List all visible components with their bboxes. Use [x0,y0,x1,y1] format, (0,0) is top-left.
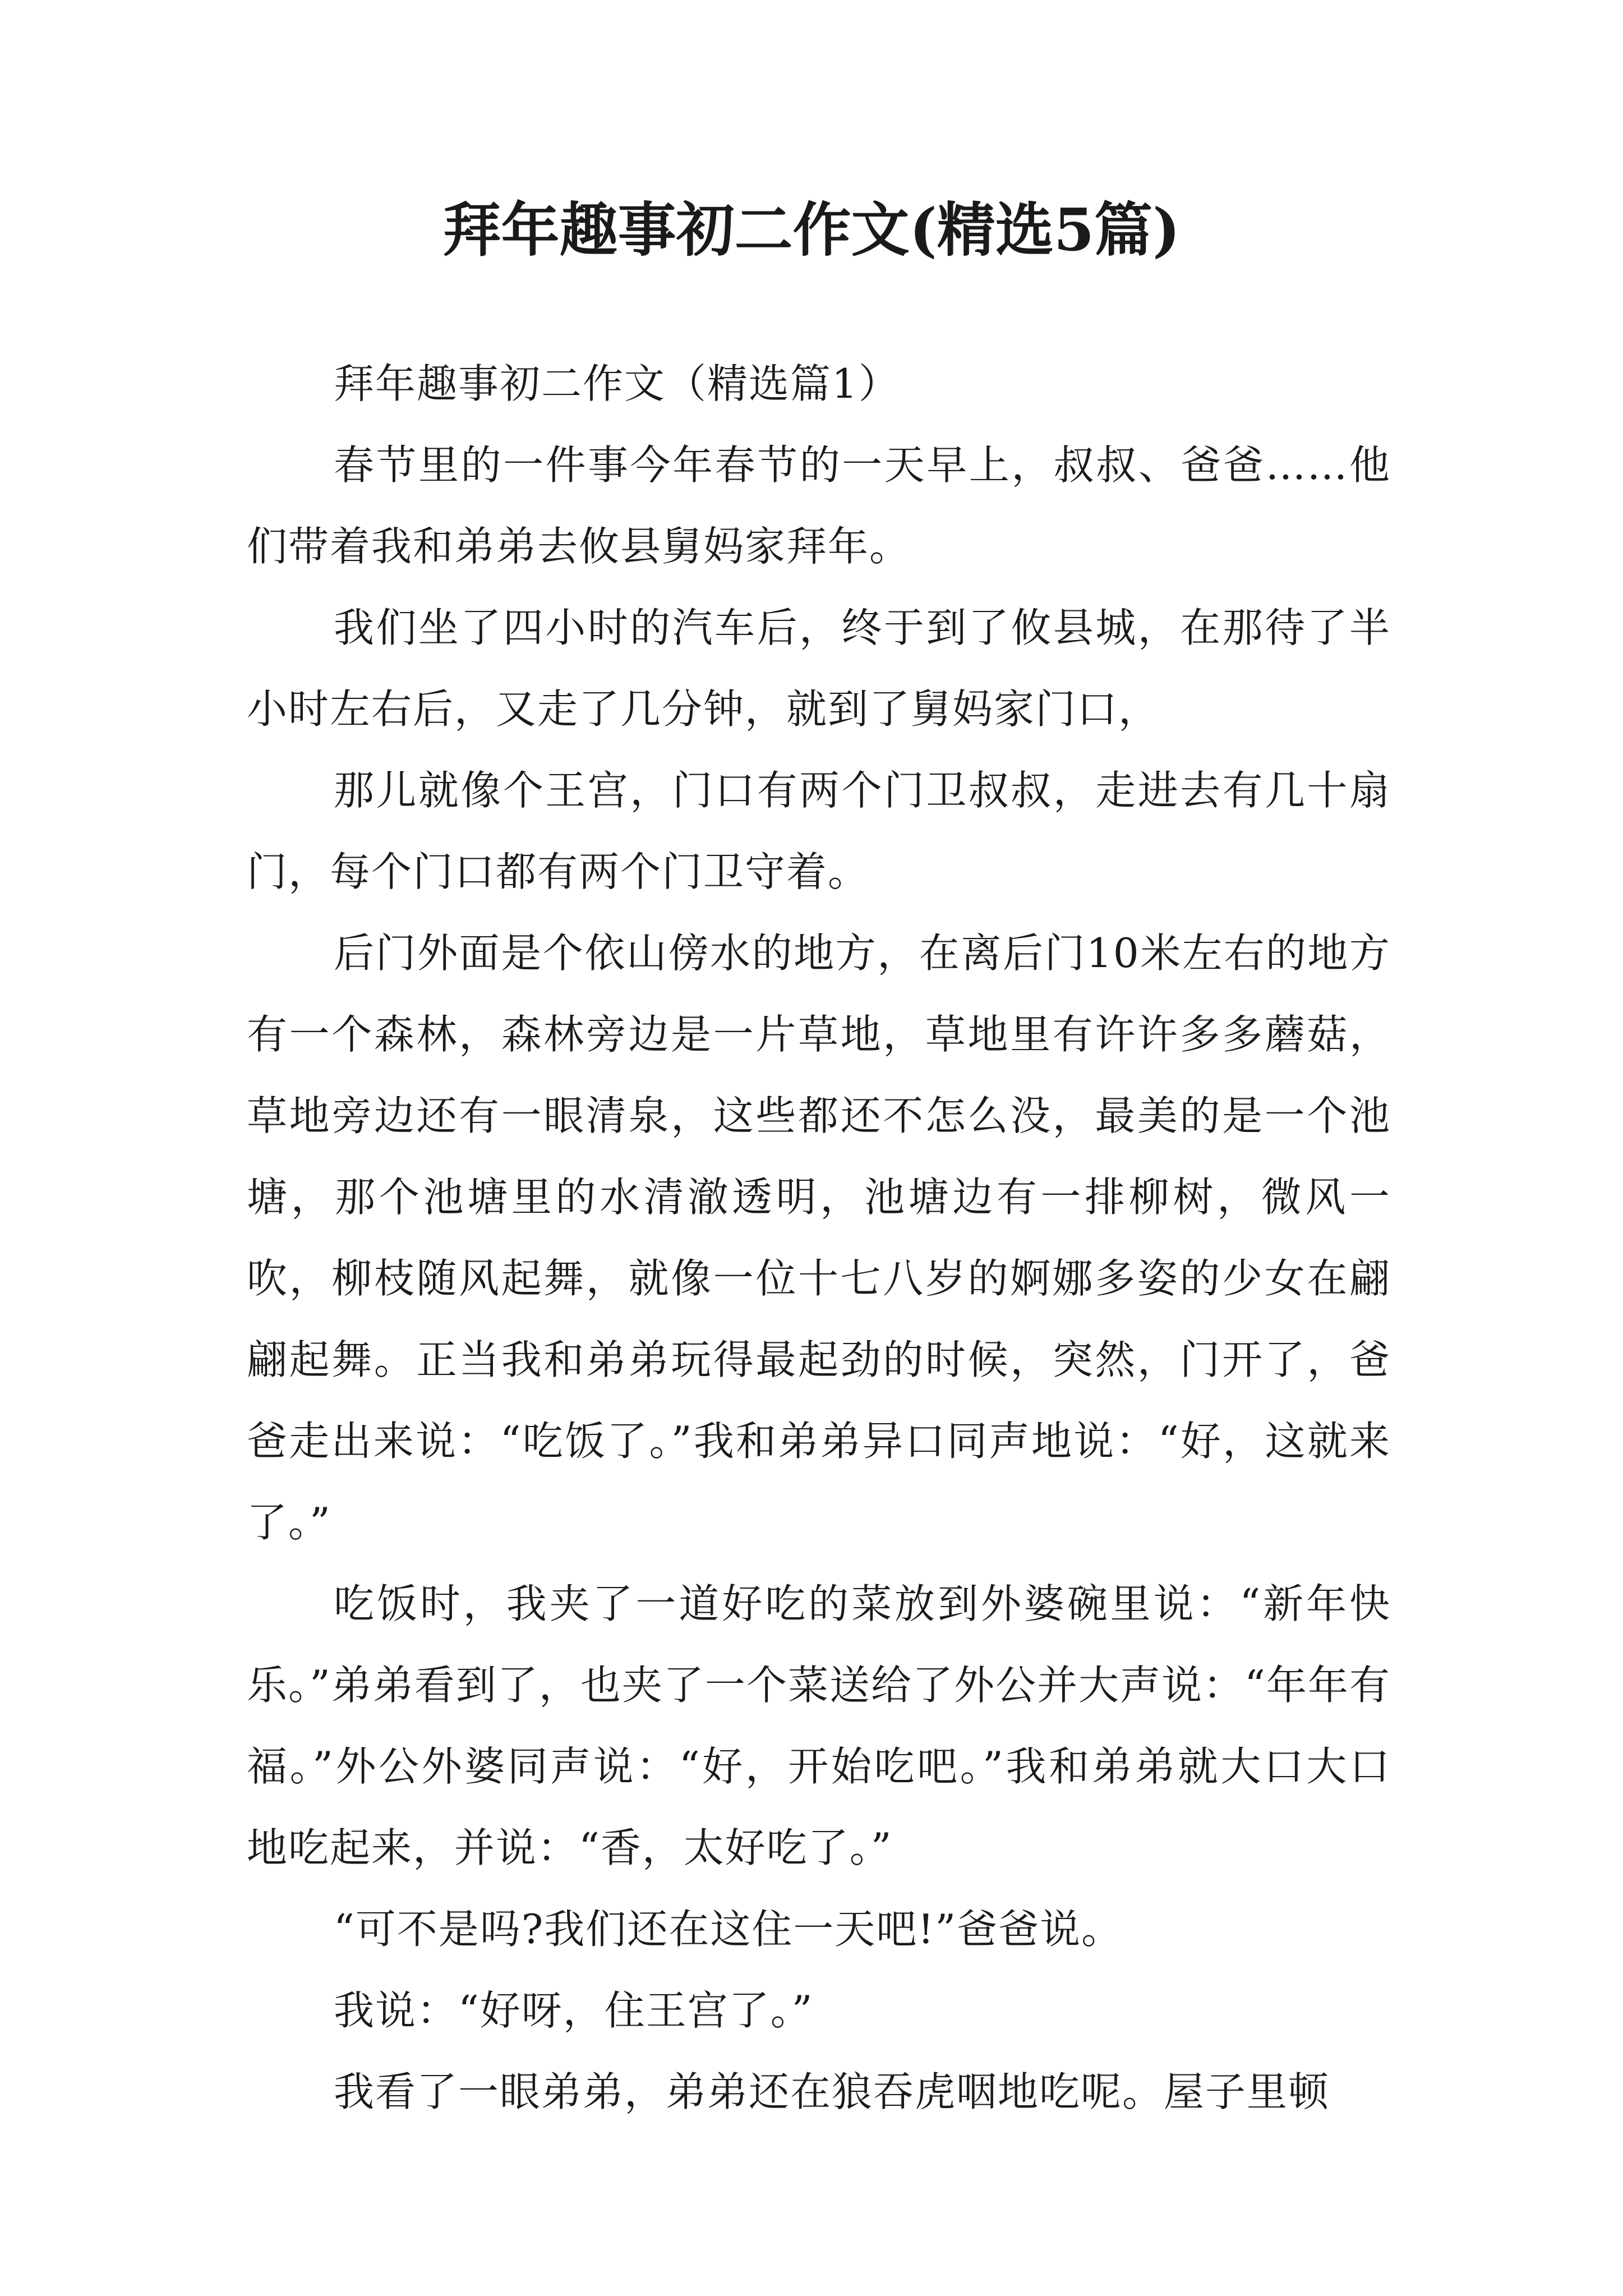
paragraph: 那儿就像个王宫，门口有两个门卫叔叔，走进去有几十扇门，每个门口都有两个门卫守着。 [247,767,1391,895]
document-title: 拜年趣事初二作文(精选5篇) [442,195,1181,264]
paragraph: 后门外面是个依山傍水的地方，在离后门10米左右的地方有一个森林，森林旁边是一片草地，草地里有许许多多蘑菇，草地旁边还有一眼清泉，这些都还不怎么没，最美的是一个池塘，那个池塘里的水清澈透明，池塘边有一排柳树，微风一吹，柳枝随风起舞，就像一位十七八岁的婀娜多姿的少女在翩翩起舞。正当我和弟弟玩得最起劲的时候，突然，门开了，爸爸走出来说：“吃饭了。”我和弟弟异口同声地说：“好，这就来了。” [247,930,1391,1546]
section-heading: 拜年趣事初二作文（精选篇1） [334,360,900,407]
paragraph: 吃饭时，我夹了一道好吃的菜放到外婆碗里说：“新年快乐。”弟弟看到了，也夹了一个菜送给了外公并大声说：“年年有福。”外公外婆同声说：“好，开始吃吧。”我和弟弟就大口大口地吃起来，并说：“香，太好吃了。” [247,1580,1391,1871]
paragraph: 春节里的一件事今年春节的一天早上，叔叔、爸爸……他们带着我和弟弟去攸县舅妈家拜年。 [247,441,1391,570]
paragraph: 我们坐了四小时的汽车后，终于到了攸县城，在那待了半小时左右后，又走了几分钟，就到了舅妈家门口， [247,604,1391,733]
document-body [247,343,1391,2133]
paragraph: 我看了一眼弟弟，弟弟还在狼吞虎咽地吃呢。屋子里顿 [334,2068,1330,2115]
paragraph: “可不是吗?我们还在这住一天吧!”爸爸说。 [334,1906,1123,1953]
paragraph: 我说：“好呀，住王宫了。” [334,1987,814,2034]
